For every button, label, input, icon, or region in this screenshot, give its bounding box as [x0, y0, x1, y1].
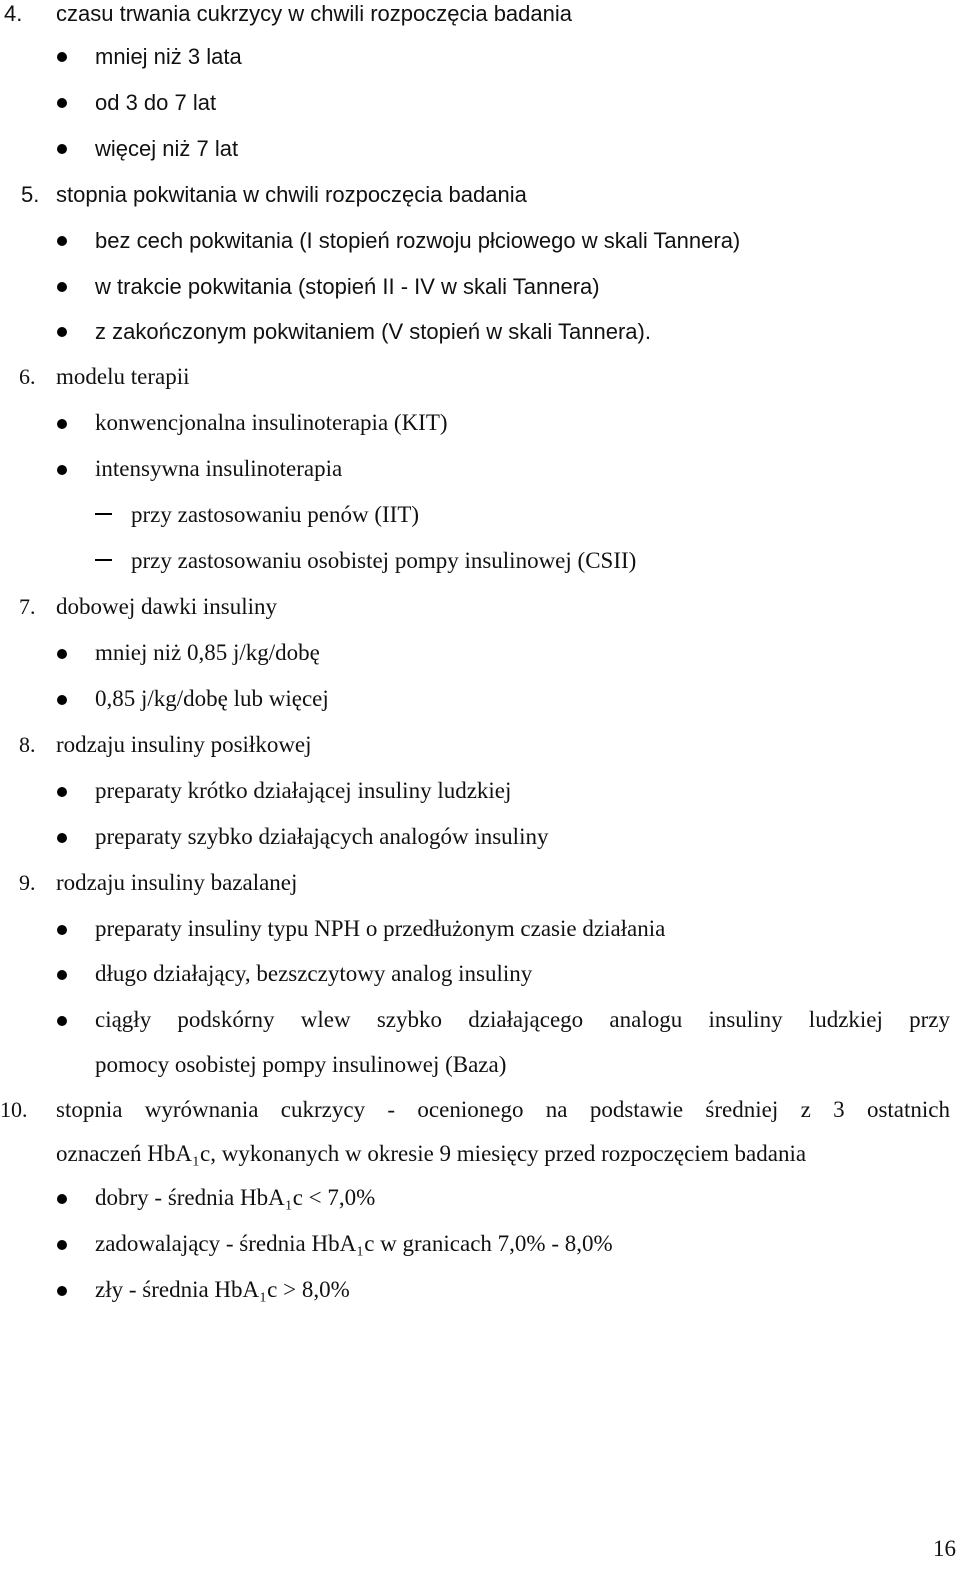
section-5-title: stopnia pokwitania w chwili rozpoczęcia badania	[56, 182, 527, 207]
section-9-item-3: ciągły podskórny wlew szybko działającego analogu insuliny ludzkiej przy	[95, 1007, 950, 1032]
bullet-icon	[57, 649, 67, 659]
section-10-number: 10.	[0, 1097, 28, 1122]
bullet-icon	[57, 98, 67, 108]
section-6-item-1: konwencjonalna insulinoterapia (KIT)	[95, 410, 448, 435]
bullet-icon	[57, 970, 67, 980]
section-4-item-1: mniej niż 3 lata	[95, 44, 242, 69]
section-5-item-1: bez cech pokwitania (I stopień rozwoju płciowego w skali Tannera)	[95, 228, 741, 253]
bullet-icon	[57, 1194, 67, 1204]
section-10-item-1: dobry - średnia HbA₁c < 7,0%	[95, 1185, 376, 1210]
section-9-title: rodzaju insuliny bazalanej	[56, 870, 298, 895]
dash-icon	[95, 559, 112, 561]
bullet-icon	[57, 695, 67, 705]
section-5-number: 5.	[21, 182, 40, 207]
section-7-item-2: 0,85 j/kg/dobę lub więcej	[95, 686, 329, 711]
section-6-subitem-1: przy zastosowaniu penów (IIT)	[131, 502, 420, 527]
section-4-title: czasu trwania cukrzycy w chwili rozpoczęcia badania	[56, 1, 572, 26]
section-9-item-1: preparaty insuliny typu NPH o przedłużonym czasie działania	[95, 916, 666, 941]
section-6-number: 6.	[19, 364, 36, 389]
section-8-item-2: preparaty szybko działających analogów insuliny	[95, 824, 549, 849]
section-5-item-3: z zakończonym pokwitaniem (V stopień w skali Tannera).	[95, 319, 651, 344]
bullet-icon	[57, 282, 67, 292]
section-8-number: 8.	[19, 732, 36, 757]
section-4-number: 4.	[4, 1, 23, 26]
section-9-number: 9.	[19, 870, 36, 895]
section-5-item-2: w trakcie pokwitania (stopień II - IV w skali Tannera)	[95, 274, 600, 299]
section-9-item-3-continuation: pomocy osobistej pompy insulinowej (Baza)	[95, 1052, 507, 1077]
section-6-title: modelu terapii	[56, 364, 190, 389]
page-number: 16	[933, 1536, 956, 1561]
section-10-item-2: zadowalający - średnia HbA₁c w granicach 7,0% - 8,0%	[95, 1231, 613, 1256]
bullet-icon	[57, 144, 67, 154]
bullet-icon	[57, 327, 67, 337]
section-8-item-1: preparaty krótko działającej insuliny ludzkiej	[95, 778, 512, 803]
section-7-title: dobowej dawki insuliny	[56, 594, 278, 619]
section-7-number: 7.	[19, 594, 36, 619]
section-10-title-continuation: oznaczeń HbA₁c, wykonanych w okresie 9 miesięcy przed rozpoczęciem badania	[56, 1141, 807, 1166]
dash-icon	[95, 513, 112, 515]
section-10-title: stopnia wyrównania cukrzycy - ocenionego na podstawie średniej z 3 ostatnich	[56, 1097, 950, 1122]
section-4-item-2: od 3 do 7 lat	[95, 90, 217, 115]
section-10-item-3: zły - średnia HbA₁c > 8,0%	[95, 1277, 350, 1302]
section-6-subitem-2: przy zastosowaniu osobistej pompy insulinowej (CSII)	[131, 548, 637, 573]
section-6-item-2: intensywna insulinoterapia	[95, 456, 343, 481]
bullet-icon	[57, 925, 67, 935]
bullet-icon	[57, 1286, 67, 1296]
section-9-item-2: długo działający, bezszczytowy analog insuliny	[95, 961, 533, 986]
section-4-item-3: więcej niż 7 lat	[95, 136, 239, 161]
bullet-icon	[57, 236, 67, 246]
bullet-icon	[57, 419, 67, 429]
bullet-icon	[57, 1240, 67, 1250]
bullet-icon	[57, 1016, 67, 1026]
bullet-icon	[57, 787, 67, 797]
section-8-title: rodzaju insuliny posiłkowej	[56, 732, 312, 757]
section-7-item-1: mniej niż 0,85 j/kg/dobę	[95, 640, 320, 665]
bullet-icon	[57, 833, 67, 843]
bullet-icon	[57, 52, 67, 62]
bullet-icon	[57, 465, 67, 475]
